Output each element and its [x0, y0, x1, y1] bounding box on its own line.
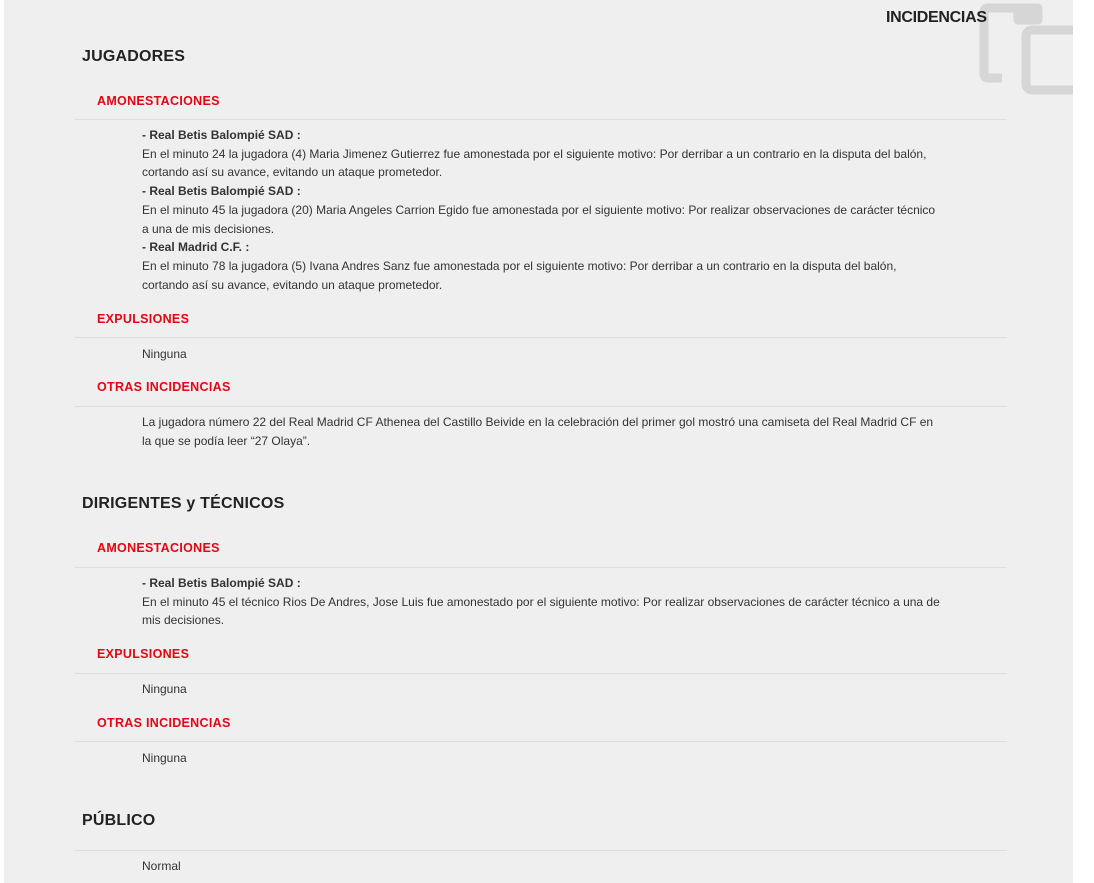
- subtitle-dirigentes-expulsiones: EXPULSIONES: [97, 647, 190, 661]
- team-name: - Real Madrid C.F. :: [142, 240, 250, 255]
- team-name: - Real Betis Balompié SAD :: [142, 576, 301, 590]
- divider: [75, 119, 1007, 120]
- section-title-jugadores: JUGADORES: [82, 48, 186, 65]
- subtitle-jugadores-expulsiones: EXPULSIONES: [97, 312, 190, 326]
- divider: [75, 406, 1007, 407]
- incident-description: En el minuto 45 la jugadora (20) Maria Angeles Carrion Egido fue amonestada por el siguiente motivo: Por realizar observaciones de carácter técnico a una de mis decisiones.: [142, 202, 936, 236]
- divider: [75, 337, 1007, 338]
- publico-text: Normal: [142, 859, 181, 873]
- incident-description: En el minuto 24 la jugadora (4) Maria Jimenez Gutierrez fue amonestada por el siguiente motivo: Por derribar a un contrario en la disputa del balón, cortando así su avance, evitando un ataque prometedor.: [142, 146, 927, 180]
- subtitle-dirigentes-amonestaciones: AMONESTACIONES: [97, 541, 220, 555]
- dirigentes-expulsiones-text: Ninguna: [142, 682, 187, 696]
- page-title: INCIDENCIAS: [886, 9, 987, 26]
- divider: [75, 673, 1007, 674]
- jugadores-otras-text: La jugadora número 22 del Real Madrid CF Athenea del Castillo Beivide en la celebración del primer gol mostró una camiseta del Real Madrid CF en la que se podía leer “27 Olaya”.: [142, 415, 934, 448]
- divider: [75, 850, 1007, 851]
- section-title-publico: PÚBLICO: [82, 812, 156, 829]
- incident-description: En el minuto 45 el técnico Rios De Andres, Jose Luis fue amonestado por el siguiente motivo: Por realizar observaciones de carácter técnico a una de mis decisiones.: [142, 594, 940, 628]
- dirigentes-otras-text: Ninguna: [142, 751, 187, 765]
- team-name: - Real Betis Balompié SAD :: [142, 128, 301, 142]
- subtitle-jugadores-amonestaciones: AMONESTACIONES: [97, 94, 220, 108]
- clipboard-icon: [978, 0, 1073, 96]
- jugadores-expulsiones-text: Ninguna: [142, 347, 187, 361]
- divider: [75, 741, 1007, 742]
- incidencias-panel: [4, 0, 1073, 883]
- team-name: - Real Betis Balompié SAD :: [142, 184, 301, 199]
- dirigentes-amonestaciones-list: [142, 574, 942, 630]
- divider: [75, 567, 1007, 568]
- jugadores-amonestaciones-list: [142, 126, 942, 294]
- incident-description: En el minuto 78 la jugadora (5) Ivana Andres Sanz fue amonestada por el siguiente motivo: Por derribar a un contrario en la disputa del balón, cortando así su avance, evitando un ataque prometedor.: [142, 258, 897, 292]
- subtitle-jugadores-otras: OTRAS INCIDENCIAS: [97, 380, 231, 394]
- subtitle-dirigentes-otras: OTRAS INCIDENCIAS: [97, 716, 231, 730]
- section-title-dirigentes: DIRIGENTES y TÉCNICOS: [82, 495, 285, 512]
